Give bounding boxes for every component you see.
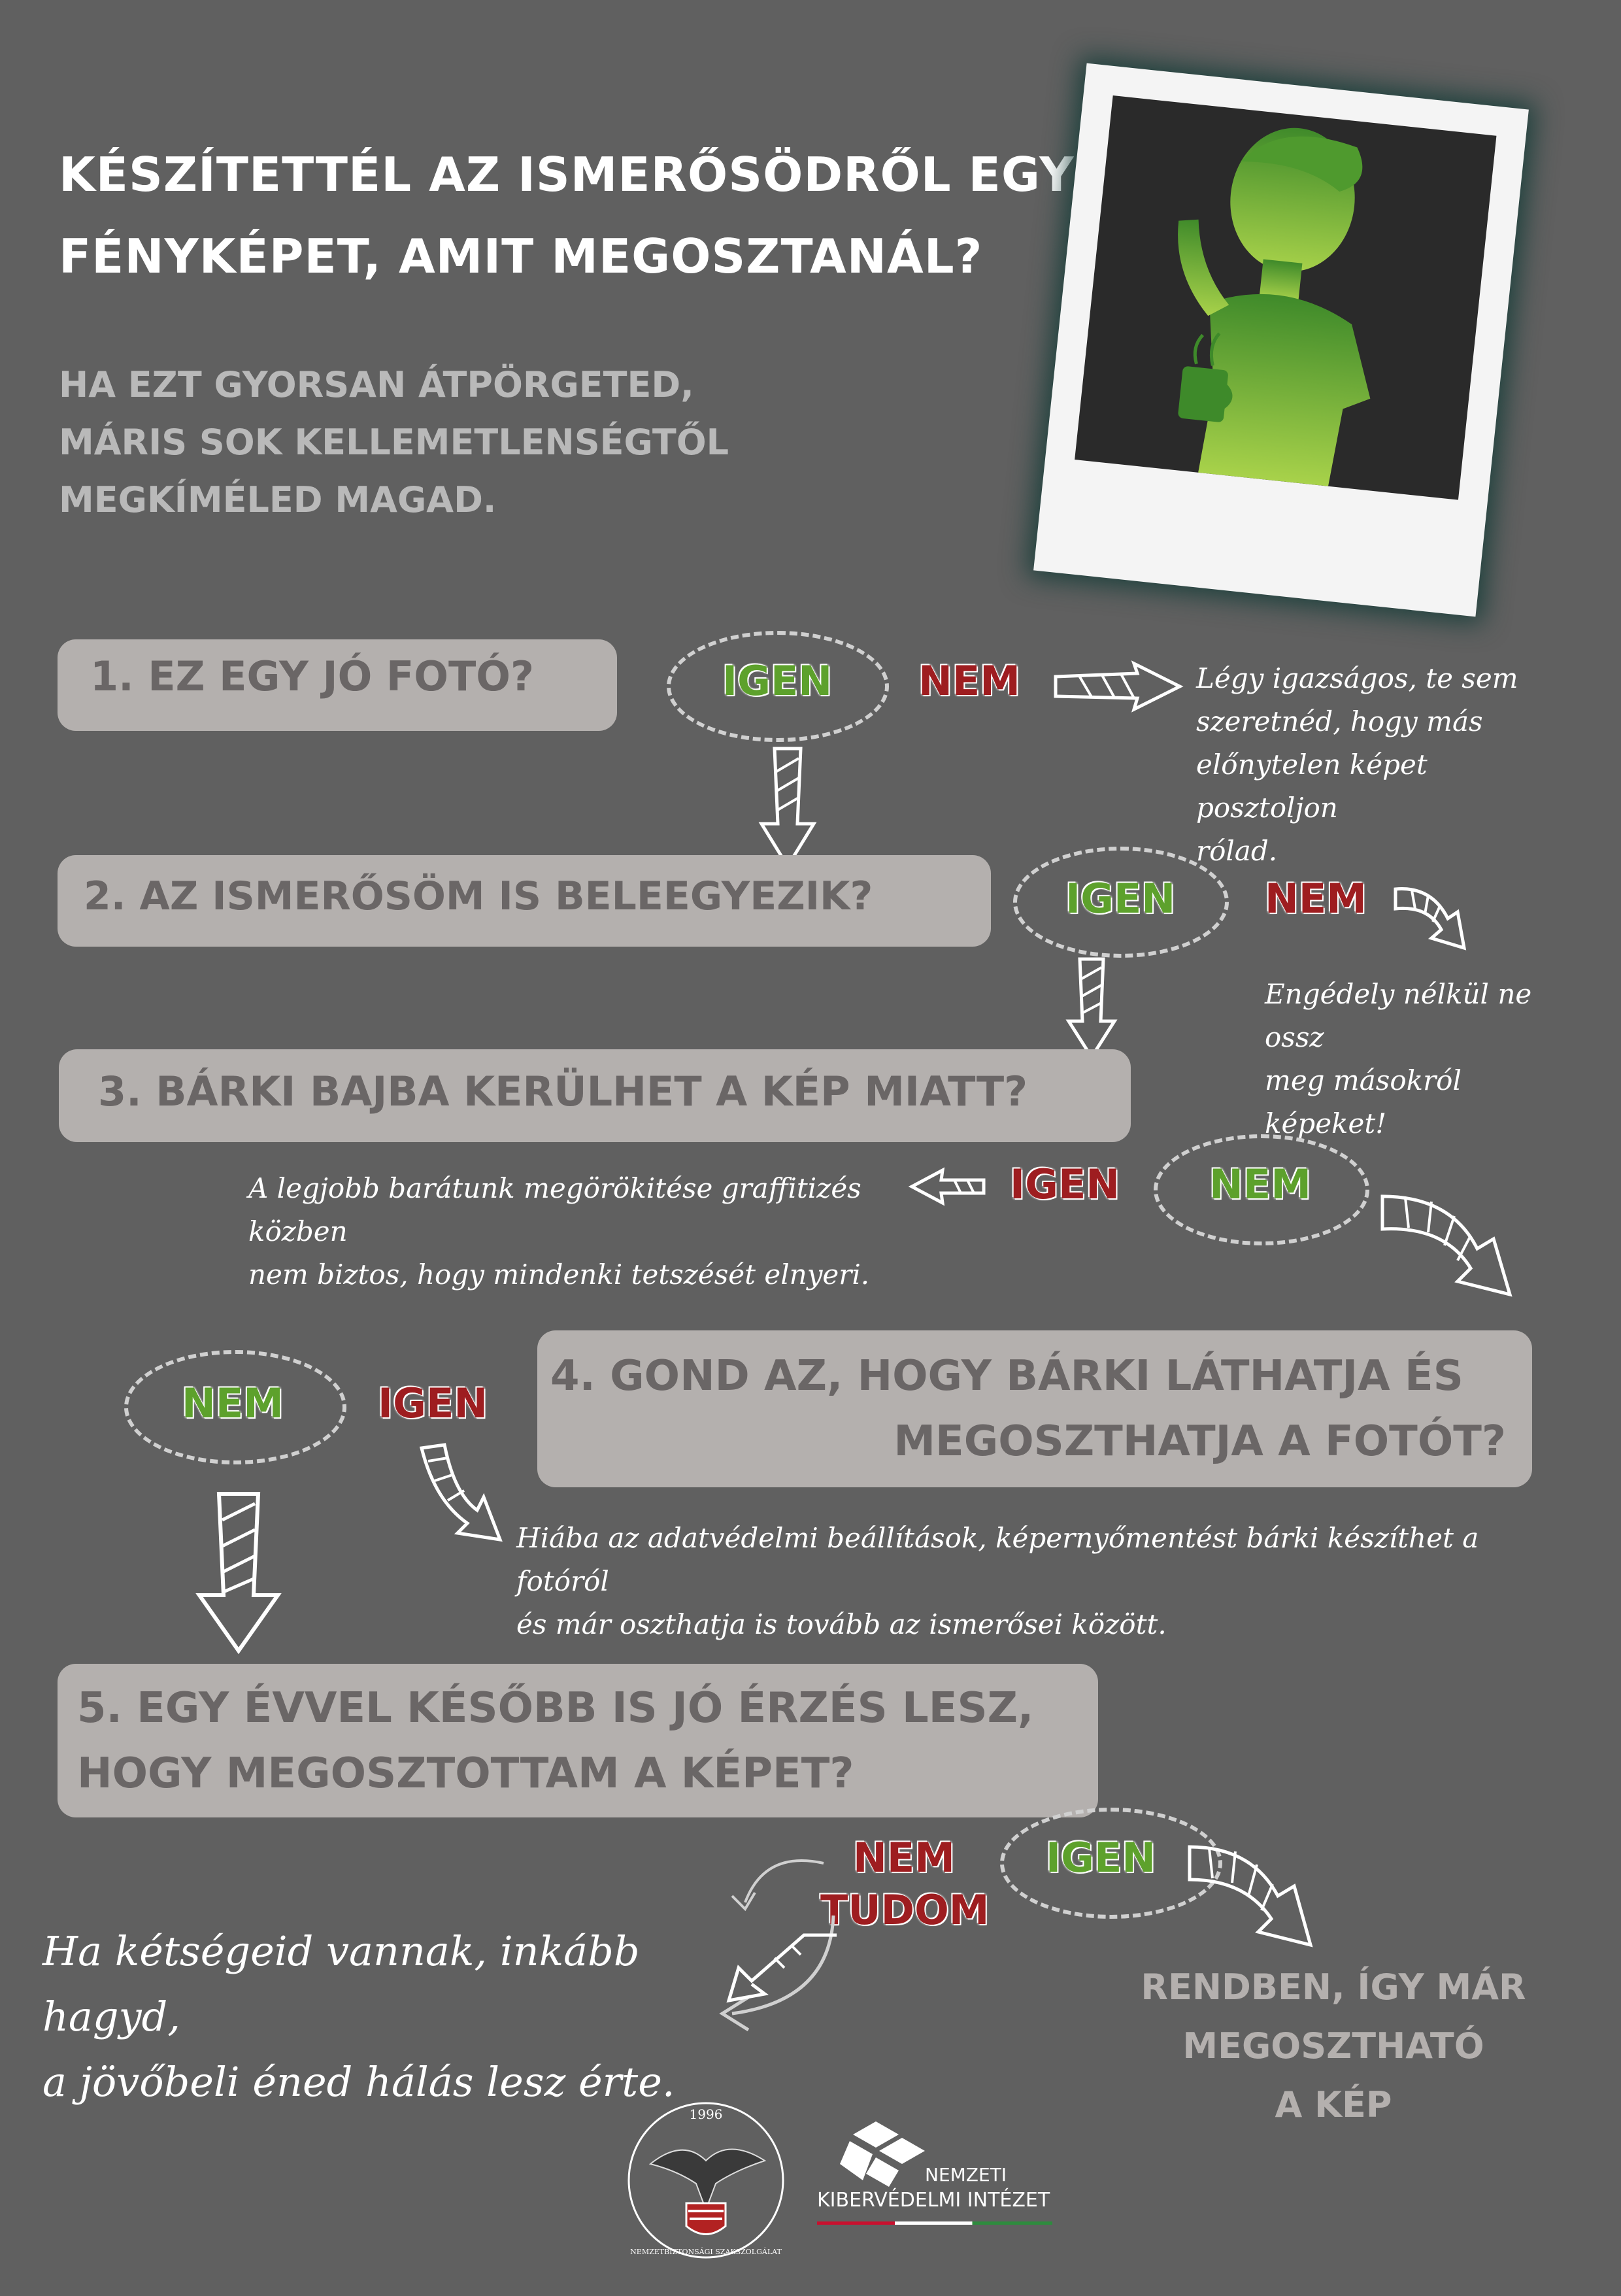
note-1 (1196, 657, 1562, 873)
note-5 (42, 1919, 761, 2115)
q4-no-label: NEM (182, 1379, 284, 1427)
q3-no-label: NEM (1209, 1160, 1311, 1208)
q2-no-label: NEM (1265, 875, 1367, 922)
note-1-line-2: szeretnéd, hogy más (1196, 705, 1483, 737)
subtitle-line-1: HA EZT GYORSAN ÁTPÖRGETED, (59, 364, 694, 405)
note-4 (516, 1517, 1497, 1646)
question-5-box (58, 1664, 1098, 1817)
note-1-line-3: előnytelen képet posztoljon (1196, 749, 1428, 824)
arrow-down-right-icon (1392, 883, 1477, 954)
question-5-line-2: HOGY MEGOSZTOTTAM A KÉPET? (77, 1749, 854, 1798)
note-2 (1265, 973, 1592, 1145)
nbsz-name: NEMZETBIZTONSÁGI SZAKSZOLGÁLAT (630, 2248, 782, 2256)
question-2-box (58, 855, 991, 947)
note-1-line-1: Légy igazságos, te sem (1196, 662, 1518, 694)
nki-line-2: KIBERVÉDELMI INTÉZET (817, 2189, 1050, 2212)
photo-area (1075, 95, 1496, 500)
person-silhouette-icon (1075, 95, 1496, 500)
arrow-left-icon (909, 1167, 987, 1206)
question-2-text: 2. AZ ISMERŐSÖM IS BELEEGYEZIK? (84, 873, 873, 919)
question-4-line-1: 4. GOND AZ, HOGY BÁRKI LÁTHATJA ÉS (550, 1352, 1463, 1400)
note-1-line-4: rólad. (1196, 835, 1278, 867)
arrow-right-icon (1052, 660, 1183, 713)
note-5-line-1: Ha kétségeid vannak, inkább hagyd, (42, 1927, 640, 2040)
nki-flag-line (817, 2221, 1052, 2225)
nbsz-year: 1996 (689, 2106, 723, 2122)
question-1-box (58, 639, 617, 731)
subtitle (59, 356, 778, 529)
question-4-line-2: MEGOSZTHATJA A FOTÓT? (894, 1417, 1506, 1466)
nki-emblem-icon (837, 2118, 935, 2190)
arrow-down-icon (758, 745, 817, 869)
note-3-line-2: nem biztos, hogy mindenki tetszését elnyeri. (248, 1258, 870, 1291)
subtitle-line-3: MEGKÍMÉLED MAGAD. (59, 479, 497, 520)
q1-yes-label: IGEN (722, 657, 833, 705)
arrow-down-icon-2 (1065, 956, 1118, 1060)
final-message (1111, 1958, 1556, 2135)
page-title (59, 134, 1078, 297)
final-line-3: A KÉP (1275, 2084, 1392, 2125)
q5-no-label: NEM (853, 1834, 955, 1882)
q2-yes-label: IGEN (1065, 875, 1176, 922)
final-line-1: RENDBEN, ÍGY MÁR (1141, 1967, 1526, 2008)
nki-line-1: NEMZETI (925, 2164, 1007, 2186)
q4-yes-label: IGEN (378, 1379, 488, 1427)
q5-yes-label: IGEN (1046, 1834, 1156, 1882)
polaroid-photo (1033, 63, 1529, 617)
question-5-line-1: 5. EGY ÉVVEL KÉSŐBB IS JÓ ÉRZÉS LESZ, (77, 1684, 1034, 1732)
q3-yes-label: IGEN (1010, 1160, 1120, 1208)
note-5-line-2: a jövőbeli éned hálás lesz érte. (42, 2058, 675, 2106)
question-3-text: 3. BÁRKI BAJBA KERÜLHET A KÉP MIATT? (98, 1068, 1028, 1115)
q1-no-label: NEM (918, 657, 1020, 705)
question-4-box (537, 1330, 1532, 1487)
note-2-line-2: meg másokról képeket! (1265, 1064, 1462, 1140)
question-3-box (59, 1049, 1131, 1142)
arrow-down-icon-3 (196, 1491, 281, 1654)
eagle-shield-logo-icon (624, 2099, 788, 2262)
note-3-line-1: A legjobb barátunk megörökitése graffitizés közben (248, 1172, 861, 1247)
note-4-line-2: és már oszthatja is tovább az ismerősei között. (516, 1608, 1167, 1640)
subtitle-line-2: MÁRIS SOK KELLEMETLENSÉGTŐL (59, 422, 729, 463)
note-4-line-1: Hiába az adatvédelmi beállítások, képernyőmentést bárki készíthet a fotóról (516, 1522, 1479, 1597)
final-line-2: MEGOSZTHATÓ (1182, 2025, 1484, 2067)
note-3 (248, 1167, 902, 1296)
note-2-line-1: Engédely nélkül ne ossz (1265, 978, 1532, 1053)
arrow-down-right-icon-4 (1186, 1837, 1317, 1955)
arrow-down-right-icon-3 (418, 1442, 503, 1546)
title-line-2: FÉNYKÉPET, AMIT MEGOSZTANÁL? (59, 229, 983, 284)
q5-dont-know-label: TUDOM (820, 1886, 990, 1934)
question-1-text: 1. EZ EGY JÓ FOTÓ? (90, 652, 534, 700)
arrow-down-right-icon-2 (1379, 1183, 1516, 1301)
nki-logo (817, 2118, 1059, 2249)
nbsz-logo (624, 2099, 788, 2262)
title-line-1: KÉSZÍTETTÉL AZ ISMERŐSÖDRŐL EGY (59, 147, 1075, 202)
